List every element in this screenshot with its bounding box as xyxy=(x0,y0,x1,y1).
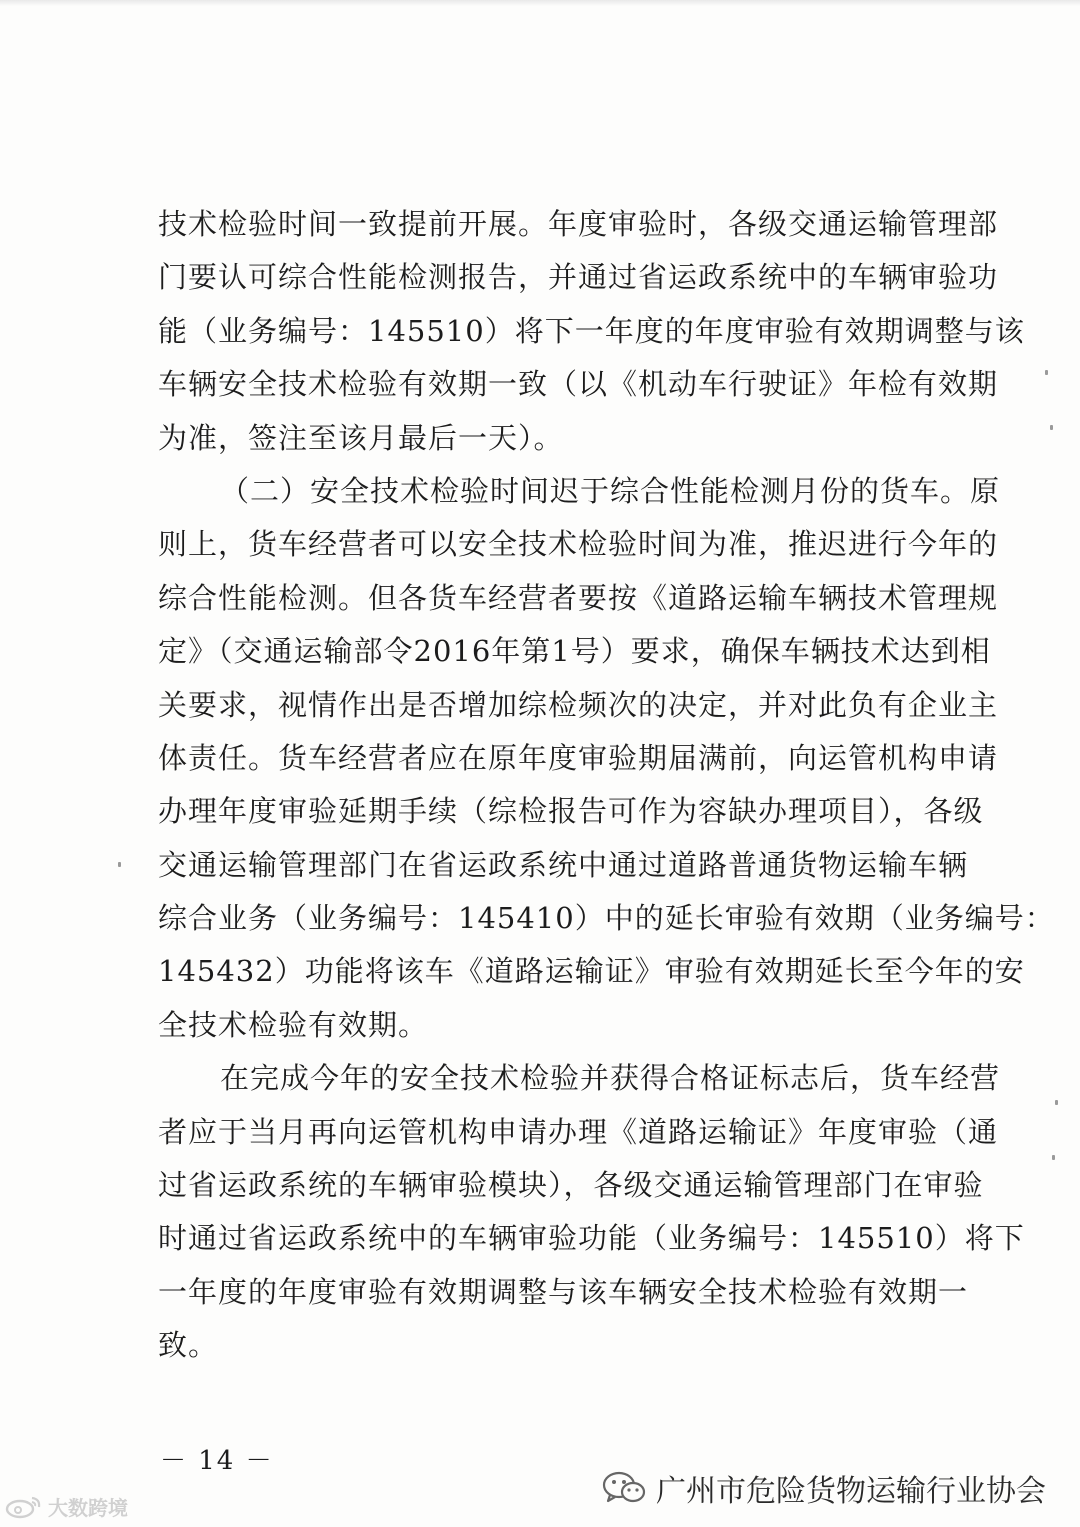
scan-speck xyxy=(1045,370,1048,375)
text-line: 为准，签注至该月最后一天）。 xyxy=(158,420,564,455)
watermark xyxy=(4,1492,128,1521)
document-body xyxy=(158,198,1055,1373)
scan-speck xyxy=(1050,425,1053,430)
footer-brand[interactable] xyxy=(602,1466,1046,1510)
text-line: 综合业务（业务编号：145410）中的延长审验有效期（业务编号： xyxy=(158,901,1055,936)
text-line: 综合性能检测。但各货车经营者要按《道路运输车辆技术管理规 xyxy=(158,580,999,615)
text-line: 在完成今年的安全技术检验并获得合格证标志后，货车经营 xyxy=(220,1061,1001,1096)
text-line: （二）安全技术检验时间迟于综合性能检测月份的货车。原 xyxy=(220,473,1001,508)
paragraph-2 xyxy=(158,465,1055,1052)
watermark-text: 大数跨境 xyxy=(48,1496,128,1520)
text-line: 过省运政系统的车辆审验模块），各级交通运输管理部门在审验 xyxy=(158,1168,984,1203)
text-line: 一年度的年度审验有效期调整与该车辆安全技术检验有效期一 xyxy=(158,1274,969,1309)
paragraph-1 xyxy=(158,198,1025,465)
text-line: 者应于当月再向运管机构申请办理《道路运输证》年度审验（通 xyxy=(158,1114,999,1149)
scan-top-edge xyxy=(0,0,1080,6)
scan-speck xyxy=(118,862,121,867)
text-line: 技术检验时间一致提前开展。年度审验时，各级交通运输管理部 xyxy=(158,207,999,241)
text-line: 关要求，视情作出是否增加综检频次的决定，并对此负有企业主 xyxy=(158,687,999,722)
text-line: 致。 xyxy=(158,1328,219,1363)
text-line: 办理年度审验延期手续（综检报告可作为容缺办理项目），各级 xyxy=(158,794,984,829)
text-line: 交通运输管理部门在省运政系统中通过道路普通货物运输车辆 xyxy=(158,847,969,882)
paragraph-3 xyxy=(158,1052,1025,1372)
text-line: 时通过省运政系统中的车辆审验功能（业务编号：145510）将下 xyxy=(158,1221,1025,1256)
page-number: － 14 － xyxy=(160,1446,274,1476)
text-line: 全技术检验有效期。 xyxy=(158,1007,429,1042)
text-line: 145432）功能将该车《道路运输证》审验有效期延长至今年的安 xyxy=(158,954,1025,989)
weibo-icon xyxy=(4,1495,44,1519)
text-line: 车辆安全技术检验有效期一致（以《机动车行驶证》年检有效期 xyxy=(158,367,999,402)
text-line: 能（业务编号：145510）将下一年度的年度审验有效期调整与该 xyxy=(158,313,1025,348)
text-line: 体责任。货车经营者应在原年度审验期届满前，向运管机构申请 xyxy=(158,740,999,775)
text-line: 定》（交通运输部令2016年第1号）要求，确保车辆技术达到相 xyxy=(158,634,991,669)
wechat-icon xyxy=(602,1471,646,1505)
text-line: 则上，货车经营者可以安全技术检验时间为准，推迟进行今年的 xyxy=(158,527,999,562)
scan-speck xyxy=(1055,1100,1058,1105)
brand-name: 广州市危险货物运输行业协会 xyxy=(656,1474,1046,1509)
scan-speck xyxy=(1052,1155,1055,1160)
text-line: 门要认可综合性能检测报告，并通过省运政系统中的车辆审验功 xyxy=(158,260,999,295)
